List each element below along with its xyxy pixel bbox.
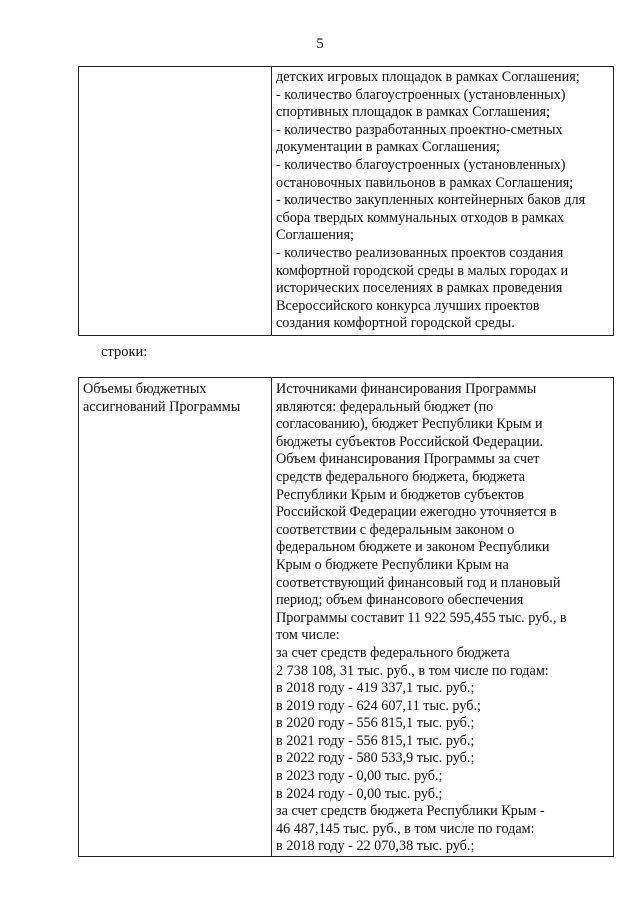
text-line: в 2019 году - 624 607,11 тыс. руб.; — [276, 697, 481, 714]
text-line: комфортной городской среды в малых городах и — [276, 262, 569, 279]
text-line: - количество благоустроенных (установленных) — [276, 156, 566, 173]
table-cell-left — [79, 67, 272, 336]
text-line: согласованию), бюджет Республики Крым и — [276, 416, 543, 433]
text-line: являются: федеральный бюджет (по — [276, 398, 494, 415]
between-text: строки: — [101, 344, 148, 360]
text-line: создания комфортной городской среды. — [276, 315, 515, 332]
text-line: документации в рамках Соглашения; — [276, 139, 500, 156]
text-line: 2 738 108, 31 тыс. руб., в том числе по годам: — [276, 662, 549, 679]
text-line: - количество закупленных контейнерных баков для — [276, 192, 586, 209]
text-line: - количество разработанных проектно-сметных — [276, 121, 563, 138]
text-line: период; объем финансового обеспечения — [276, 592, 524, 609]
text-line: в 2020 году - 556 815,1 тыс. руб.; — [276, 715, 475, 732]
text-line: в 2023 году - 0,00 тыс. руб.; — [276, 768, 443, 785]
text-line: Источниками финансирования Программы — [276, 381, 537, 397]
text-line: соответствующий финансовый год и плановый — [276, 574, 561, 591]
text-line: детских игровых площадок в рамках Соглашения; — [276, 69, 580, 85]
text-line: средств федерального бюджета, бюджета — [276, 468, 526, 485]
row-heading-line: ассигнований Программы — [83, 398, 241, 415]
table-cell-right — [272, 67, 614, 336]
text-line: Российской Федерации ежегодно уточняется в — [276, 504, 557, 521]
text-line: Соглашения; — [276, 227, 354, 244]
text-line: Крым о бюджете Республики Крым на — [276, 556, 509, 573]
text-line: сбора твердых коммунальных отходов в рамках — [276, 209, 565, 226]
text-line: бюджеты субъектов Российской Федерации. — [276, 433, 544, 450]
table-row — [79, 67, 614, 336]
text-line: Республики Крым и бюджетов субъектов — [276, 486, 525, 503]
table-row — [79, 378, 614, 857]
text-line: - количество реализованных проектов создания — [276, 244, 564, 261]
text-line: в 2018 году - 419 337,1 тыс. руб.; — [276, 680, 475, 697]
text-line: за счет средств федерального бюджета — [276, 644, 510, 661]
budget-table — [78, 377, 614, 857]
text-line: в 2022 году - 580 533,9 тыс. руб.; — [276, 750, 475, 767]
text-line: исторических поселениях в рамках проведения — [276, 280, 563, 297]
text-line: Объем финансирования Программы за счет — [276, 451, 540, 468]
text-line: Всероссийского конкурса лучших проектов — [276, 297, 540, 314]
text-line: федеральном бюджете и законом Республики — [276, 539, 550, 556]
text-line: остановочных павильонов в рамках Соглашения; — [276, 174, 574, 191]
table-cell-right — [272, 378, 614, 857]
goals-table-continuation — [78, 66, 614, 336]
text-line: - количество благоустроенных (установленных) — [276, 86, 566, 103]
table-cell-left — [79, 378, 272, 857]
text-line: Программы составит 11 922 595,455 тыс. руб., в — [276, 609, 567, 626]
row-heading-line: Объемы бюджетных — [83, 381, 207, 397]
text-line: том числе: — [276, 627, 340, 644]
text-line: соответствии с федеральным законом о — [276, 521, 515, 538]
text-line: в 2024 году - 0,00 тыс. руб.; — [276, 785, 443, 802]
text-line: в 2018 году - 22 070,38 тыс. руб.; — [276, 838, 475, 855]
text-line: за счет средств бюджета Республики Крым - — [276, 803, 545, 820]
text-line: 46 487,145 тыс. руб., в том числе по годам: — [276, 820, 535, 837]
page-number: 5 — [316, 36, 324, 52]
text-line: спортивных площадок в рамках Соглашения; — [276, 104, 551, 121]
text-line: в 2021 году - 556 815,1 тыс. руб.; — [276, 732, 475, 749]
